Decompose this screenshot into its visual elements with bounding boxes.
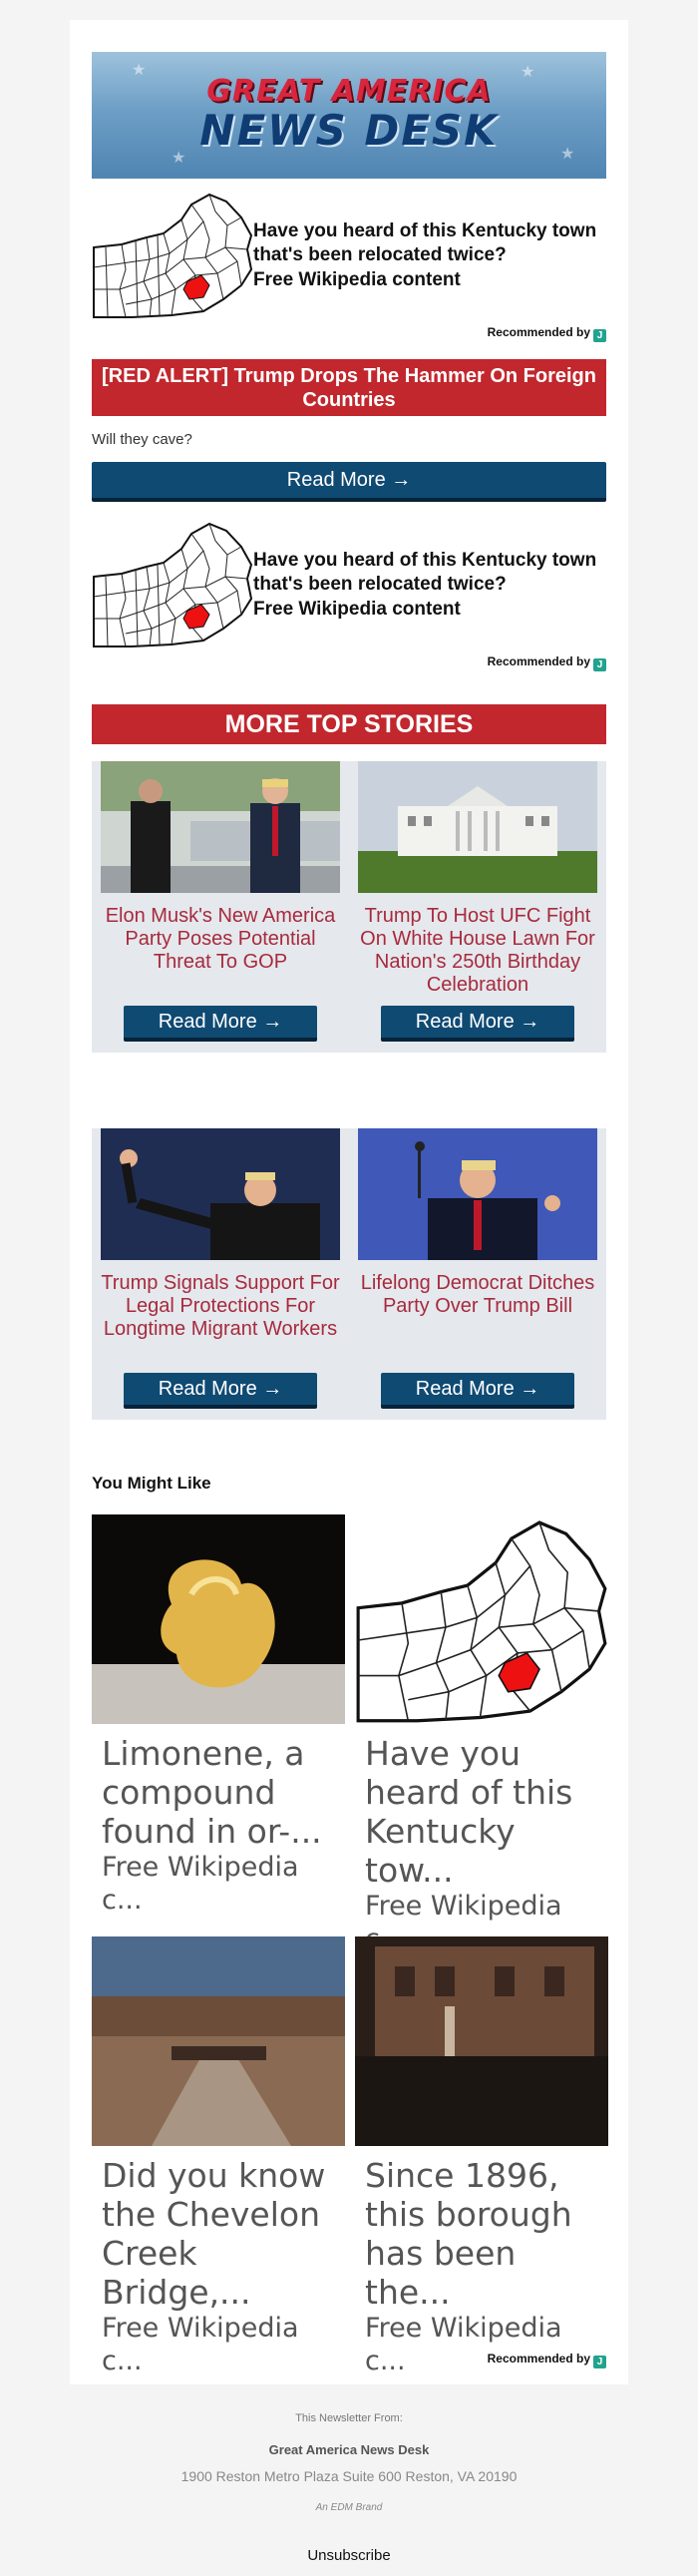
story-image[interactable] [101,1128,340,1260]
recommended-item[interactable] [92,519,606,648]
main-story-teaser: Will they cave? [92,431,192,448]
tile-image [355,1514,608,1724]
newsletter-card [70,20,628,2384]
main-story-read-more-button[interactable]: Read More → [92,462,606,502]
recommended-tile[interactable] [92,1514,345,1917]
recommended-tile[interactable] [92,1936,345,2377]
recommended-tile[interactable] [355,1514,608,1955]
story-title[interactable]: Trump To Host UFC Fight On White House Lawn For Nation's 250th Birthday Celebration [360,905,595,996]
recommender-logo-icon: J [593,2356,606,2368]
brand-line1: GREAT AMERICA [206,74,492,109]
kentucky-map-icon [92,519,253,648]
story-image[interactable] [358,761,597,893]
recommended-by-label: Recommended by [487,2352,590,2365]
story-row [92,761,606,1053]
story-read-more-button[interactable]: Read More → [381,1373,574,1409]
story-title[interactable]: Lifelong Democrat Ditches Party Over Trump Bill [360,1272,595,1317]
you-might-like-heading: You Might Like [92,1474,211,1493]
recommended-by-label: Recommended by [487,654,590,668]
footer-from-label: This Newsletter From: [295,2412,403,2424]
recommended-by[interactable] [488,325,606,342]
tile-headline[interactable]: Have you heard of this Kentucky tow... [365,1734,573,1890]
recommended-headline[interactable]: Have you heard of this Kentucky town that's been relocated twice? [253,220,597,265]
story-image[interactable] [101,761,340,893]
recommended-by[interactable] [488,2352,606,2368]
more-top-stories-heading: MORE TOP STORIES [92,704,606,744]
footer-address: 1900 Reston Metro Plaza Suite 600 Reston, VA 20190 [180,2468,518,2484]
footer-publisher: Great America News Desk [268,2442,430,2457]
story-read-more-button[interactable]: Read More → [124,1006,317,1042]
recommended-item[interactable] [92,190,606,319]
kentucky-map-icon [355,1514,608,1724]
story-row [92,1128,606,1420]
tile-source: Free Wikipedia c... [102,1852,299,1916]
story-title[interactable]: Trump Signals Support For Legal Protections For Longtime Migrant Workers [101,1272,340,1340]
story-image[interactable] [358,1128,597,1260]
story-read-more-button[interactable]: Read More → [381,1006,574,1042]
tile-image [355,1936,608,2146]
story-read-more-button[interactable]: Read More → [124,1373,317,1409]
recommended-source: Free Wikipedia content [253,599,461,620]
tile-image [92,1936,345,2146]
brand-line2: NEWS DESK [199,106,499,155]
recommended-headline[interactable]: Have you heard of this Kentucky town that's been relocated twice? [253,550,597,595]
tile-headline[interactable]: Limonene, a compound found in or-... [102,1734,322,1851]
main-story-title[interactable]: [RED ALERT] Trump Drops The Hammer On Foreign Countries [92,359,606,416]
tile-headline[interactable]: Since 1896, this borough has been the... [365,2156,572,2312]
unsubscribe-link[interactable]: Unsubscribe [307,2547,391,2564]
recommended-tile[interactable] [355,1936,608,2377]
brand-banner[interactable]: ★ ★ ★ ★ GREAT AMERICA NEWS DESK [92,52,606,179]
tile-source: Free Wikipedia [365,1891,562,1922]
recommender-logo-icon: J [593,658,606,671]
recommended-by-label: Recommended by [487,325,590,339]
recommended-source: Free Wikipedia content [253,269,461,290]
footer-brand-note: An EDM Brand [315,2502,383,2513]
tile-headline[interactable]: Did you know the Chevelon Creek Bridge,... [102,2156,326,2312]
kentucky-map-icon [92,190,253,319]
tile-image [92,1514,345,1724]
story-title[interactable]: Elon Musk's New America Party Poses Potential Threat To GOP [105,905,336,973]
recommender-logo-icon: J [593,329,606,342]
recommended-by[interactable] [488,654,606,671]
tile-source: Free Wikipedia c... [102,2313,299,2376]
tile-source: Free Wikipedia c... [365,2313,562,2376]
